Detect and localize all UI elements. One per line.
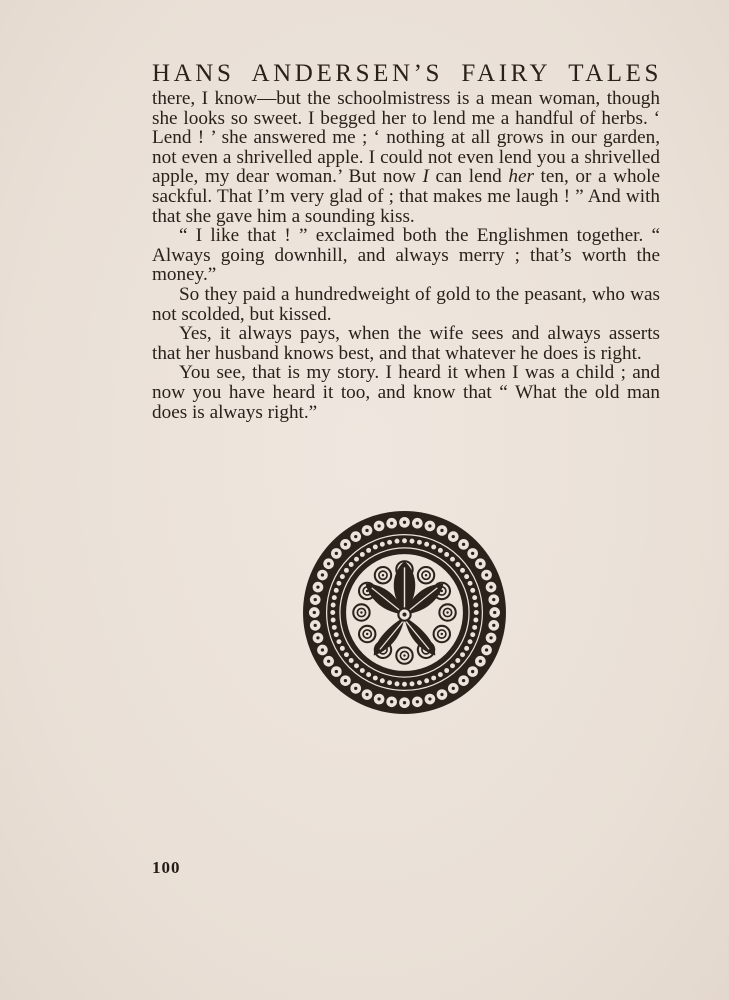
paragraph bbox=[152, 89, 660, 226]
running-head: HANS ANDERSEN’S FAIRY TALES bbox=[152, 60, 662, 87]
text-run: ten, or a whole sackful. That I’m very glad of ; that makes me laugh ! ” And with that she gave him a sounding kiss. bbox=[152, 166, 660, 227]
paragraph bbox=[152, 285, 660, 324]
circular-floral-ornament-icon bbox=[302, 510, 507, 715]
text-run: So they paid a hundredweight of gold to the peasant, who was not scolded, but kissed. bbox=[152, 283, 660, 325]
italic-text: I bbox=[422, 166, 429, 188]
body-text bbox=[152, 89, 660, 422]
text-run: can lend bbox=[428, 166, 509, 188]
paragraph bbox=[152, 363, 660, 422]
italic-text: her bbox=[508, 166, 534, 188]
text-run: “ I like that ! ” exclaimed both the Englishmen together. “ Always going downhill, and always merry ; that’s worth the money.” bbox=[152, 225, 660, 286]
paragraph bbox=[152, 226, 660, 285]
text-run: You see, that is my story. I heard it when I was a child ; and now you have heard it too, and know that “ What the old man does is always right.” bbox=[152, 362, 660, 423]
paragraph bbox=[152, 324, 660, 363]
page-number: 100 bbox=[152, 858, 181, 877]
text-run: Yes, it always pays, when the wife sees and always asserts that her husband knows best, and that whatever he does is right. bbox=[152, 323, 660, 364]
text-run: there, I know—but the schoolmistress is a mean woman, though she looks so sweet. I begged her to lend me a handful of herbs. ‘ Lend ! ’ she answered me ; ‘ nothing at all grows in our garden, not even a shrivelled apple. I could not even lend you a shrivelled apple, my dear woman.’ But now bbox=[152, 88, 660, 188]
